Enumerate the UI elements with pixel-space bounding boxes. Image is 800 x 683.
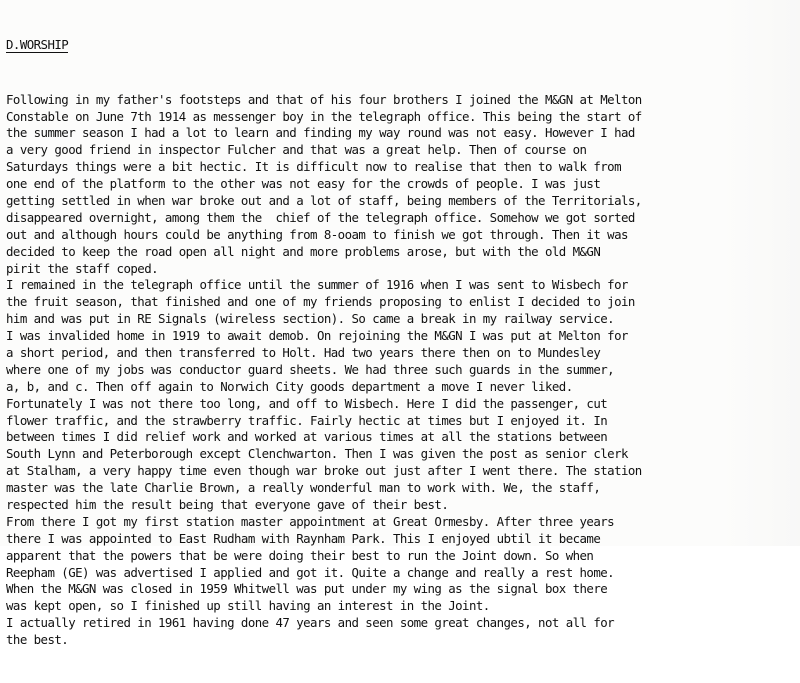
text-line: where one of my jobs was conductor guard sheets. We had three such guards in the summer,: [6, 361, 615, 377]
text-line: there I was appointed to East Rudham with Raynham Park. This I enjoyed ubtil it became: [6, 530, 601, 546]
text-line: decided to keep the road open all night and more problems arose, but with the old M&GN: [6, 243, 601, 259]
text-line: Fortunately I was not there too long, and off to Wisbech. Here I did the passenger, cut: [6, 395, 608, 411]
text-line: one end of the platform to the other was not easy for the crowds of people. I was just: [6, 176, 601, 192]
text-line: South Lynn and Peterborough except Clenchwarton. Then I was given the post as senior clerk: [6, 446, 628, 462]
text-line: I was invalided home in 1919 to await demob. On rejoining the M&GN I was put at Melton for: [6, 328, 628, 344]
text-line: disappeared overnight, among them the chief of the telegraph office. Somehow we got sorted: [6, 209, 635, 225]
document-heading: [6, 38, 800, 52]
text-line: Saturdays things were a bit hectic. It is difficult now to realise that then to walk from: [6, 159, 621, 175]
text-line: apparent that the powers that be were doing their best to run the Joint down. So when: [6, 547, 594, 563]
text-line: pirit the staff coped.: [6, 260, 159, 276]
text-line: When the M&GN was closed in 1959 Whitwell was put under my wing as the signal box there: [6, 581, 608, 597]
text-line: the fruit season, that finished and one of my friends proposing to enlist I decided to join: [6, 294, 635, 310]
text-line: out and although hours could be anything from 8-ooam to finish we got through. Then it was: [6, 226, 628, 242]
document-body: [6, 0, 800, 683]
text-line: Reepham (GE) was advertised I applied and got it. Quite a change and really a rest home.: [6, 564, 615, 580]
text-line: a very good friend in inspector Fulcher and that was a great help. Then of course on: [6, 142, 587, 158]
text-line: flower traffic, and the strawberry traffic. Fairly hectic at times but I enjoyed it. In: [6, 412, 608, 428]
text-line: a short period, and then transferred to Holt. Had two years there then on to Mundesley: [6, 344, 601, 360]
text-line: getting settled in when war broke out and a lot of staff, being members of the Territorials,: [6, 192, 642, 208]
text-line: a, b, and c. Then off again to Norwich City goods department a move I never liked.: [6, 378, 573, 394]
text-line: respected him the result being that everyone gave of their best.: [6, 497, 449, 512]
text-line: I actually retired in 1961 having done 47 years and seen some great changes, not all for: [6, 615, 615, 631]
text-line: the best.: [6, 632, 69, 648]
text-line: master was the late Charlie Brown, a really wonderful man to work with. We, the staff,: [6, 480, 601, 496]
text-line: him and was put in RE Signals (wireless section). So came a break in my railway service.: [6, 311, 615, 327]
text-line: between times I did relief work and worked at various times at all the stations between: [6, 429, 608, 445]
text-line: Following in my father's footsteps and that of his four brothers I joined the M&GN at Melton: [6, 91, 642, 107]
text-line: was kept open, so I finished up still having an interest in the Joint.: [6, 598, 490, 614]
text-line: the summer season I had a lot to learn and finding my way round was not easy. However I had: [6, 125, 635, 141]
document-text: [6, 92, 800, 649]
text-line: at Stalham, a very happy time even though war broke out just after I went there. The station: [6, 463, 642, 479]
text-line: I remained in the telegraph office until the summer of 1916 when I was sent to Wisbech for: [6, 277, 628, 293]
text-line: From there I got my first station master appointment at Great Ormesby. After three years: [6, 513, 615, 529]
text-line: Constable on June 7th 1914 as messenger boy in the telegraph office. This being the start of: [6, 108, 642, 124]
heading-text: D.WORSHIP: [6, 36, 69, 52]
